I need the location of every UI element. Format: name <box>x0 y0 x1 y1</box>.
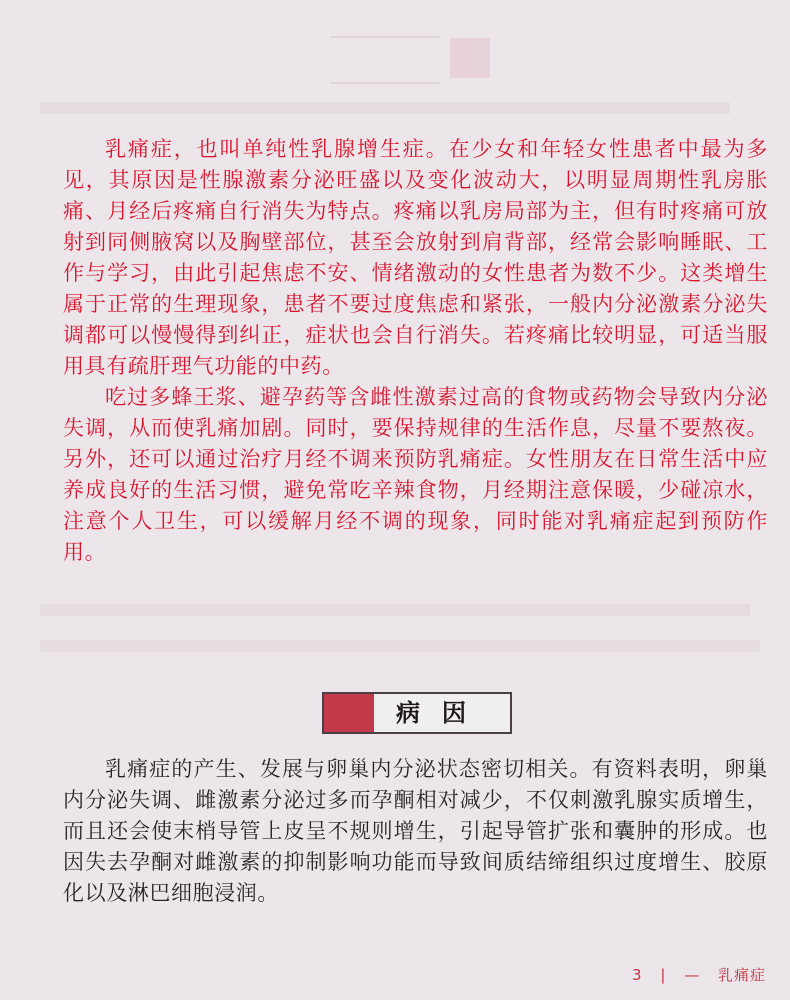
bleed-through-line <box>40 102 730 114</box>
paragraph-causes: 乳痛症的产生、发展与卵巢内分泌状态密切相关。有资料表明，卵巢内分泌失调、雌激素分泌过多而孕酮相对减少，不仅刺激乳腺实质增生，而且还会使末梢导管上皮呈不规则增生，引起导管扩张和囊肿的形成。也因失去孕酮对雌激素的抑制影响功能而导致间质结缔组织过度增生、胶原化以及淋巴细胞浸润。 <box>63 757 768 905</box>
footer-separator: | <box>660 966 667 984</box>
footer-dash: — <box>684 966 701 984</box>
section-marker <box>324 694 374 732</box>
section-heading <box>322 692 512 734</box>
page-number: 3 <box>632 966 643 984</box>
page-footer <box>620 964 766 985</box>
section-title: 病因 <box>396 699 488 727</box>
bleed-through-line <box>40 640 760 652</box>
bleed-through-mark <box>450 38 490 78</box>
bleed-through-line <box>40 604 750 616</box>
bleed-through-header <box>330 36 440 84</box>
footer-book-title: 乳痛症 <box>717 966 766 984</box>
paragraph-symptoms-2: 吃过多蜂王浆、避孕药等含雌性激素过高的食物或药物会导致内分泌失调，从而使乳痛加剧。同时，要保持规律的生活作息，尽量不要熬夜。另外，还可以通过治疗月经不调来预防乳痛症。女性朋友在日常生活中应养成良好的生活习惯，避免常吃辛辣食物，月经期注意保暖，少碰凉水，注意个人卫生，可以缓解月经不调的现象，同时能对乳痛症起到预防作用。 <box>63 385 768 564</box>
paragraph-symptoms-1: 乳痛症，也叫单纯性乳腺增生症。在少女和年轻女性患者中最为多见，其原因是性腺激素分泌旺盛以及变化波动大，以明显周期性乳房胀痛、月经后疼痛自行消失为特点。疼痛以乳房局部为主，但有时疼痛可放射到同侧腋窝以及胸壁部位，甚至会放射到肩背部，经常会影响睡眠、工作与学习，由此引起焦虑不安、情绪激动的女性患者为数不少。这类增生属于正常的生理现象，患者不要过度焦虑和紧张，一般内分泌激素分泌失调都可以慢慢得到纠正，症状也会自行消失。若疼痛比较明显，可适当服用具有疏肝理气功能的中药。 <box>63 137 768 378</box>
